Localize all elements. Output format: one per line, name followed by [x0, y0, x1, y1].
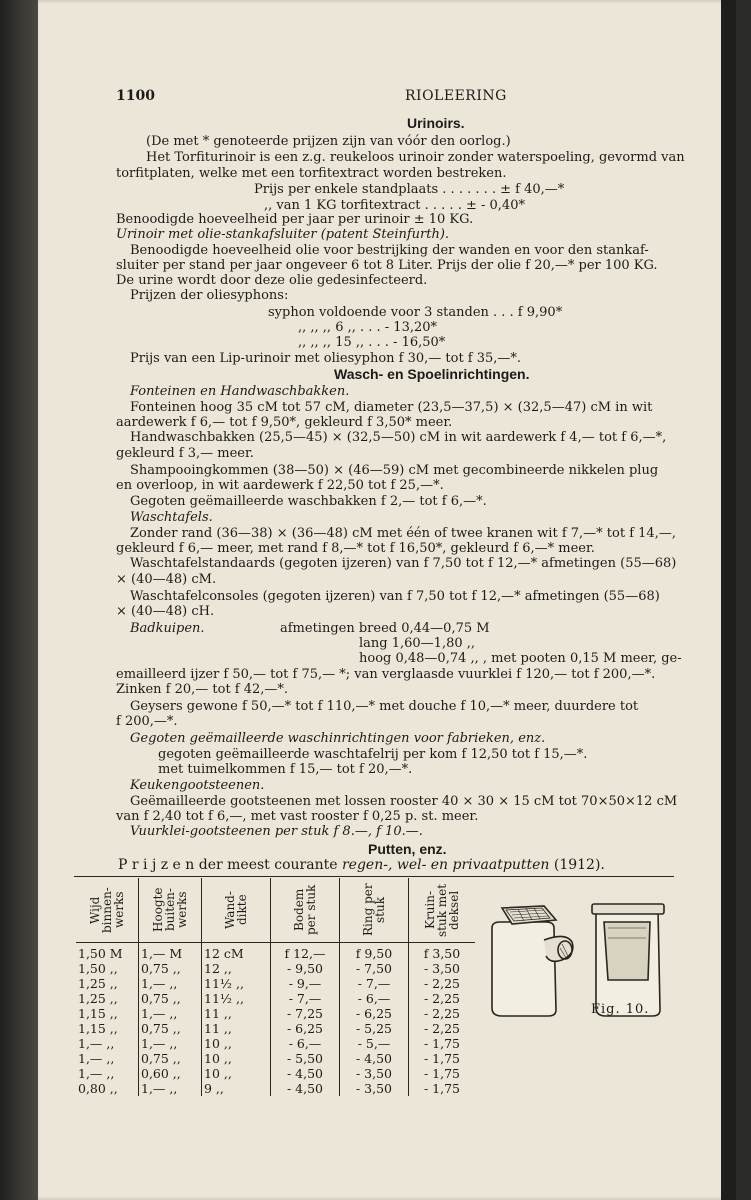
page-header — [116, 88, 738, 106]
text-line: van f 2,40 tot f 6,—, met vast rooster f 0,25 p. st. meer. — [116, 809, 479, 824]
text-line: Benoodigde hoeveelheid olie voor bestrijking der wanden en voor den stankaf- — [130, 243, 649, 258]
text-line: Shampooingkommen (38—50) × (46—59) cM met gecombineerde nikkelen plug — [130, 463, 659, 478]
table-row — [76, 1081, 475, 1096]
table-row — [76, 976, 475, 991]
text-line: Urinoir met olie-stankafsluiter (patent Steinfurth). — [116, 227, 450, 242]
table-cell: 0,80 ,, — [76, 1081, 139, 1096]
text-line: hoog 0,48—0,74 ,, , met pooten 0,15 M meer, ge- — [359, 651, 682, 666]
table-cell: 1,— ,, — [76, 1036, 139, 1051]
table-cell: 1,25 ,, — [76, 976, 139, 991]
table-cell: - 2,25 — [423, 1006, 461, 1021]
book-binding — [0, 0, 38, 1200]
table-column-header-text: Hoogte buiten- werks — [151, 887, 189, 933]
text-line: Het Torfiturinoir is een z.g. reukeloos urinoir zonder waterspoeling, gevormd van — [146, 150, 685, 165]
text-line: met tuimelkommen f 15,— tot f 20,—*. — [158, 762, 413, 777]
table-cell: 12 cM — [202, 943, 271, 962]
table-cell: 1,— ,, — [76, 1066, 139, 1081]
table-cell: - 4,50 — [340, 1051, 409, 1066]
table-cell: 1,— M — [139, 943, 202, 962]
table-cell: 0,60 ,, — [139, 1066, 202, 1081]
table-cell: 12 ,, — [202, 961, 271, 976]
table-cell: 1,25 ,, — [76, 991, 139, 1006]
table-column-header — [409, 878, 476, 943]
table-row — [76, 1066, 475, 1081]
table-cell: - 7,— — [340, 976, 409, 991]
table-cell: 1,— ,, — [139, 976, 202, 991]
table-cell: - 2,25 — [423, 976, 461, 991]
putten-intro — [118, 858, 605, 873]
table-cell: - 5,25 — [340, 1021, 409, 1036]
section-title-putten: Putten, enz. — [368, 841, 447, 857]
table-cell: 1,— ,, — [139, 1081, 202, 1096]
table-row — [76, 1036, 475, 1051]
table-cell: - 4,50 — [271, 1081, 340, 1096]
text-line: syphon voldoende voor 3 standen . . . f 9,90* — [268, 305, 563, 320]
table-cell: f 12,— — [271, 943, 340, 962]
text-line: Waschtafelconsoles (gegoten ijzeren) van f 7,50 tot f 12,—* afmetingen (55—68) — [130, 589, 660, 604]
table-cell: 10 ,, — [202, 1066, 271, 1081]
table-cell: 0,75 ,, — [139, 1021, 202, 1036]
text-line: gekleurd f 6,— meer, met rand f 8,—* tot f 16,50*, gekleurd f 6,—* meer. — [116, 541, 595, 556]
table-column-header — [76, 878, 139, 943]
table-cell: 11 ,, — [202, 1021, 271, 1036]
text-line: Zinken f 20,— tot f 42,—*. — [116, 682, 289, 697]
text-line: De urine wordt door deze olie gedesinfecteerd. — [116, 273, 428, 288]
table-cell: 0,75 ,, — [139, 1051, 202, 1066]
text-line: aardewerk f 6,— tot f 9,50*, gekleurd f 3,50* meer. — [116, 415, 453, 430]
text-line: Benoodigde hoeveelheid per jaar per urinoir ± 10 KG. — [116, 212, 474, 227]
table-cell: - 2,25 — [423, 1021, 461, 1036]
text-line: Keukengootsteenen. — [130, 778, 265, 793]
table-row — [76, 943, 475, 962]
text-line: Vuurklei-gootsteenen per stuk f 8.—, f 10.—. — [130, 824, 423, 839]
table-column-header-text: Kruin- stuk met deksel — [423, 883, 461, 937]
text-line: Geëmailleerde gootsteenen met lossen rooster 40 × 30 × 15 cM tot 70×50×12 cM — [130, 794, 678, 809]
table-cell: - 9,— — [271, 976, 340, 991]
table-cell: 10 ,, — [202, 1036, 271, 1051]
table-body — [76, 943, 475, 1097]
text-line: afmetingen breed 0,44—0,75 M — [280, 621, 490, 636]
table-cell: - 6,25 — [271, 1021, 340, 1036]
table-column-header — [271, 878, 340, 943]
table-row — [76, 991, 475, 1006]
table-cell: - 1,75 — [423, 1081, 461, 1096]
table-cell: f 3,50 — [423, 946, 461, 961]
table-column-header-text: Wijd binnen- werks — [88, 887, 126, 933]
text-line: (De met * genoteerde prijzen zijn van vóór den oorlog.) — [146, 134, 511, 149]
table-column-header — [202, 878, 271, 943]
page-edge-shadow — [721, 0, 736, 1200]
text-line: Gegoten geëmailleerde waschinrichtingen voor fabrieken, enz. — [130, 731, 546, 746]
table-cell: 11½ ,, — [202, 976, 271, 991]
table-column-header — [340, 878, 409, 943]
text-line: Gegoten geëmailleerde waschbakken f 2,— tot f 6,—*. — [130, 494, 487, 509]
text-line: Fonteinen hoog 35 cM tot 57 cM, diameter (23,5—37,5) × (32,5—47) cM in wit — [130, 400, 653, 415]
putten-intro-year: (1912). — [553, 857, 605, 873]
table-cell: 1,15 ,, — [76, 1021, 139, 1036]
text-line: × (40—48) cH. — [116, 604, 215, 619]
table-cell: - 7,50 — [340, 961, 409, 976]
table-cell: 1,50 ,, — [76, 961, 139, 976]
text-line: × (40—48) cM. — [116, 572, 217, 587]
table-cell: - 3,50 — [340, 1081, 409, 1096]
book-page — [38, 0, 736, 1200]
text-line: Waschtafelstandaards (gegoten ijzeren) van f 7,50 tot f 12,—* afmetingen (55—68) — [130, 556, 677, 571]
text-line: lang 1,60—1,80 ,, — [359, 636, 476, 651]
table-column-header-text: Ring per stuk — [361, 883, 387, 937]
table-cell: 11 ,, — [202, 1006, 271, 1021]
table-cell: - 9,50 — [271, 961, 340, 976]
putten-intro-text: P r i j z e n der meest courante — [118, 857, 338, 873]
well-left-drawing — [492, 906, 573, 1016]
text-line: Handwaschbakken (25,5—45) × (32,5—50) cM in wit aardewerk f 4,— tot f 6,—*, — [130, 430, 667, 445]
table-column-header — [139, 878, 202, 943]
table-header-row — [76, 878, 475, 943]
table-cell: 1,— ,, — [76, 1051, 139, 1066]
table-cell: - 7,— — [271, 991, 340, 1006]
text-line: Zonder rand (36—38) × (36—48) cM met één of twee kranen wit f 7,—* tot f 14,—, — [130, 526, 676, 541]
table-cell: - 5,50 — [271, 1051, 340, 1066]
table-cell: 1,— ,, — [139, 1036, 202, 1051]
text-line: sluiter per stand per jaar ongeveer 6 tot 8 Liter. Prijs der olie f 20,—* per 100 KG. — [116, 258, 658, 273]
text-line: Prijzen der oliesyphons: — [130, 288, 289, 303]
text-line: torfitplaten, welke met een torfitextract worden bestreken. — [116, 166, 507, 181]
table-cell: 9 ,, — [202, 1081, 271, 1096]
table-cell: 11½ ,, — [202, 991, 271, 1006]
text-line: Prijs per enkele standplaats . . . . . . . ± f 40,—* — [254, 182, 565, 197]
table-cell: - 3,50 — [340, 1066, 409, 1081]
text-line: en overloop, in wit aardewerk f 22,50 tot f 25,—*. — [116, 478, 444, 493]
text-line: Waschtafels. — [130, 510, 213, 525]
table-cell: - 2,25 — [423, 991, 461, 1006]
table-cell: - 1,75 — [423, 1036, 461, 1051]
table-row — [76, 1021, 475, 1036]
table-cell: 0,75 ,, — [139, 961, 202, 976]
putten-intro-italic: regen-, wel- en privaatputten — [341, 857, 550, 873]
figure-caption: Fig. 10. — [591, 1002, 650, 1017]
table-cell: - 5,— — [340, 1036, 409, 1051]
table-cell: - 6,25 — [340, 1006, 409, 1021]
table-column-header-text: Bodem per stuk — [292, 884, 318, 936]
table-cell: - 6,— — [340, 991, 409, 1006]
text-line: emailleerd ijzer f 50,— tot f 75,— *; van verglaasde vuurklei f 120,— tot f 200,—*. — [116, 667, 656, 682]
table-cell: 1,15 ,, — [76, 1006, 139, 1021]
section-title-wasch: Wasch- en Spoelinrichtingen. — [334, 366, 530, 382]
table-cell: - 6,— — [271, 1036, 340, 1051]
table-top-rule — [74, 876, 674, 877]
text-line: Badkuipen. — [130, 621, 205, 636]
table-row — [76, 961, 475, 976]
text-line: f 200,—*. — [116, 714, 178, 729]
table-cell: - 4,50 — [271, 1066, 340, 1081]
section-title-urinoirs: Urinoirs. — [407, 115, 465, 131]
table-cell: 1,— ,, — [139, 1006, 202, 1021]
putten-price-table — [76, 878, 475, 1096]
table-cell: 1,50 M — [76, 943, 139, 962]
text-line: gegoten geëmailleerde waschtafelrij per kom f 12,50 tot f 15,—*. — [158, 747, 588, 762]
text-line: ,, ,, ,, 6 ,, . . . - 13,20* — [298, 320, 438, 335]
table-cell: - 3,50 — [423, 961, 461, 976]
table-cell: 10 ,, — [202, 1051, 271, 1066]
text-line: Geysers gewone f 50,—* tot f 110,—* met douche f 10,—* meer, duurdere tot — [130, 699, 639, 714]
text-line: gekleurd f 3,— meer. — [116, 446, 254, 461]
table-column-header-text: Wand- dikte — [223, 891, 249, 929]
text-line: Fonteinen en Handwaschbakken. — [130, 384, 350, 399]
page-number: 1100 — [116, 88, 155, 104]
text-line: Prijs van een Lip-urinoir met oliesyphon f 30,— tot f 35,—*. — [130, 351, 522, 366]
well-right-drawing — [592, 904, 664, 1016]
table-cell: - 7,25 — [271, 1006, 340, 1021]
text-line: ,, van 1 KG torfitextract . . . . . ± - 0,40* — [264, 198, 525, 213]
table-row — [76, 1006, 475, 1021]
table-cell: f 9,50 — [340, 943, 409, 962]
running-title: RIOLEERING — [405, 88, 507, 104]
table-cell: 0,75 ,, — [139, 991, 202, 1006]
text-line: ,, ,, ,, 15 ,, . . . - 16,50* — [298, 335, 446, 350]
table-cell: - 1,75 — [423, 1051, 461, 1066]
table-row — [76, 1051, 475, 1066]
table-cell: - 1,75 — [423, 1066, 461, 1081]
